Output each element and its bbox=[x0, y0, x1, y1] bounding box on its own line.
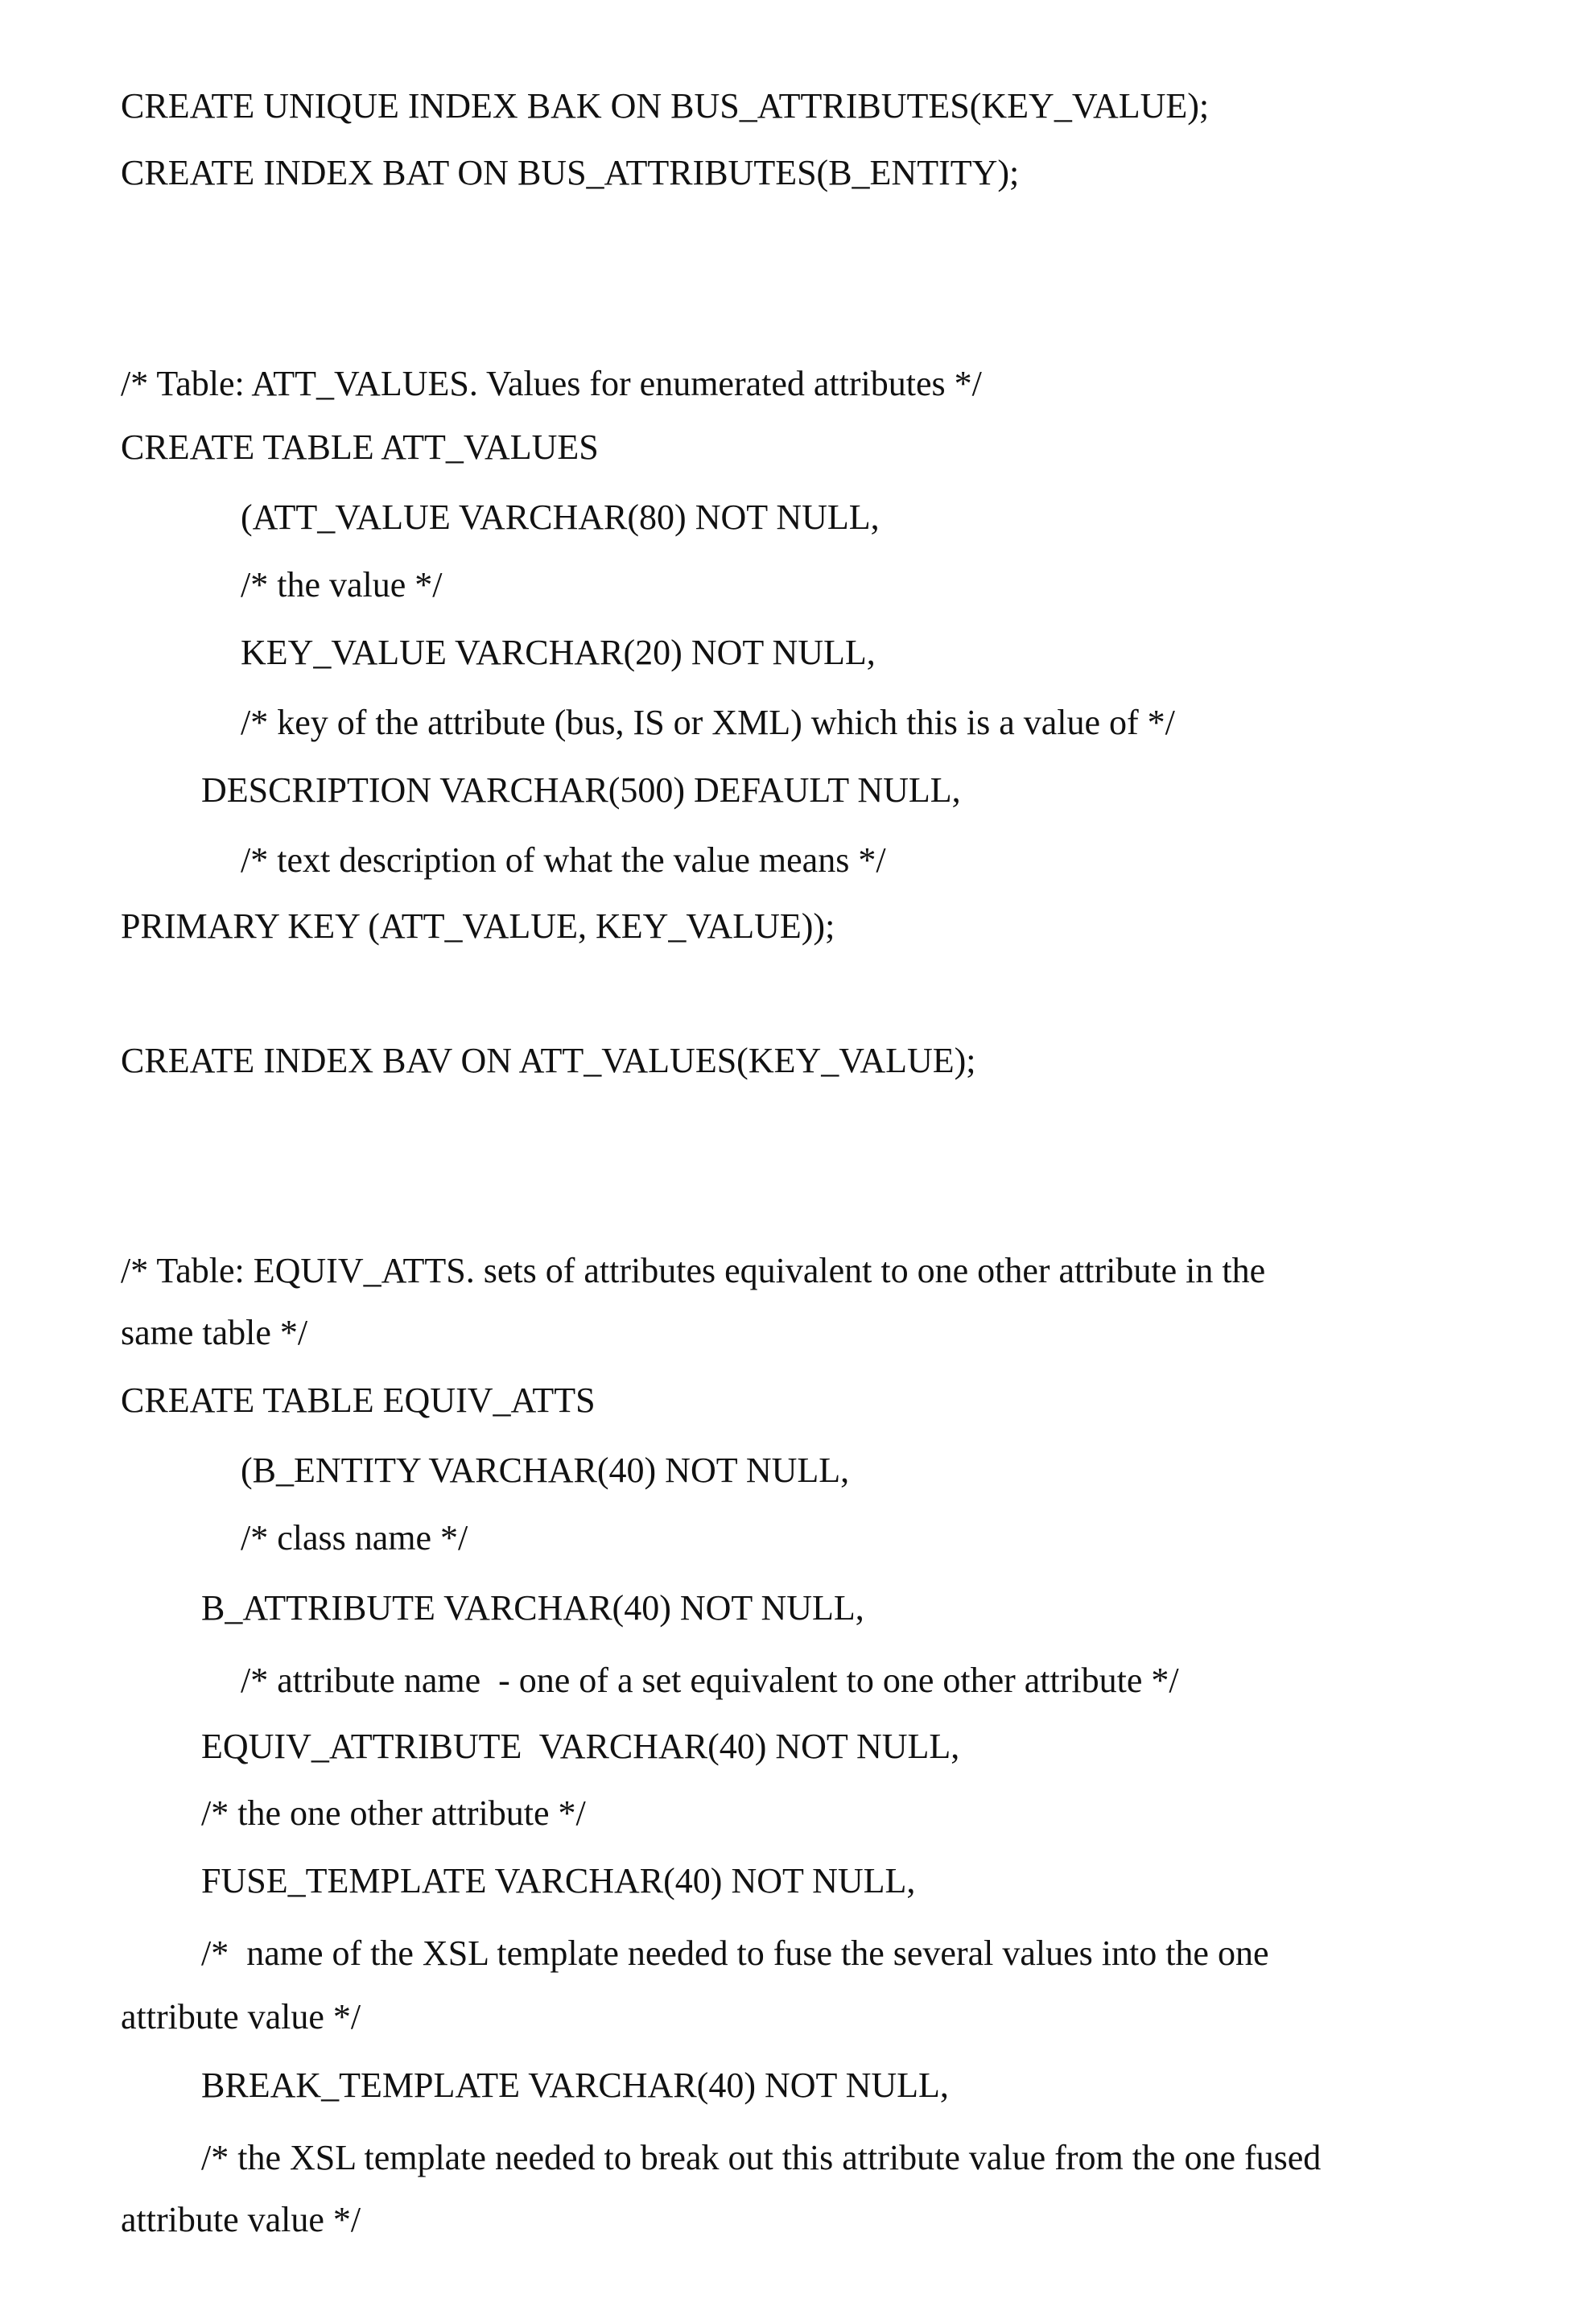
sql-line: (ATT_VALUE VARCHAR(80) NOT NULL, bbox=[241, 497, 880, 538]
sql-line: CREATE UNIQUE INDEX BAK ON BUS_ATTRIBUTES(KEY_VALUE); bbox=[121, 86, 1209, 126]
sql-line: (B_ENTITY VARCHAR(40) NOT NULL, bbox=[241, 1450, 849, 1491]
sql-line: PRIMARY KEY (ATT_VALUE, KEY_VALUE)); bbox=[121, 906, 835, 947]
comment-line: /* the XSL template needed to break out this attribute value from the one fused bbox=[201, 2138, 1321, 2178]
comment-line: attribute value */ bbox=[121, 2200, 361, 2240]
sql-line: EQUIV_ATTRIBUTE VARCHAR(40) NOT NULL, bbox=[201, 1727, 959, 1767]
sql-line: B_ATTRIBUTE VARCHAR(40) NOT NULL, bbox=[201, 1588, 864, 1628]
comment-line: attribute value */ bbox=[121, 1997, 361, 2037]
sql-line: CREATE INDEX BAV ON ATT_VALUES(KEY_VALUE); bbox=[121, 1041, 976, 1081]
comment-line: /* Table: EQUIV_ATTS. sets of attributes equivalent to one other attribute in the bbox=[121, 1251, 1265, 1291]
comment-line: /* the one other attribute */ bbox=[201, 1793, 586, 1834]
comment-line: /* key of the attribute (bus, IS or XML) which this is a value of */ bbox=[241, 703, 1175, 743]
comment-line: /* name of the XSL template needed to fuse the several values into the one bbox=[201, 1933, 1269, 1974]
comment-line: /* text description of what the value means */ bbox=[241, 840, 886, 881]
sql-line: CREATE TABLE ATT_VALUES bbox=[121, 427, 599, 468]
comment-line: /* the value */ bbox=[241, 565, 443, 605]
sql-line: FUSE_TEMPLATE VARCHAR(40) NOT NULL, bbox=[201, 1861, 915, 1901]
sql-line: DESCRIPTION VARCHAR(500) DEFAULT NULL, bbox=[201, 770, 961, 811]
comment-line: /* class name */ bbox=[241, 1518, 468, 1558]
sql-line: KEY_VALUE VARCHAR(20) NOT NULL, bbox=[241, 633, 876, 673]
comment-line: /* Table: ATT_VALUES. Values for enumerated attributes */ bbox=[121, 364, 982, 404]
comment-line: same table */ bbox=[121, 1313, 307, 1353]
comment-line: /* attribute name - one of a set equivalent to one other attribute */ bbox=[241, 1661, 1179, 1701]
sql-line: CREATE TABLE EQUIV_ATTS bbox=[121, 1380, 596, 1421]
sql-line: CREATE INDEX BAT ON BUS_ATTRIBUTES(B_ENTITY); bbox=[121, 153, 1019, 193]
sql-line: BREAK_TEMPLATE VARCHAR(40) NOT NULL, bbox=[201, 2065, 949, 2106]
